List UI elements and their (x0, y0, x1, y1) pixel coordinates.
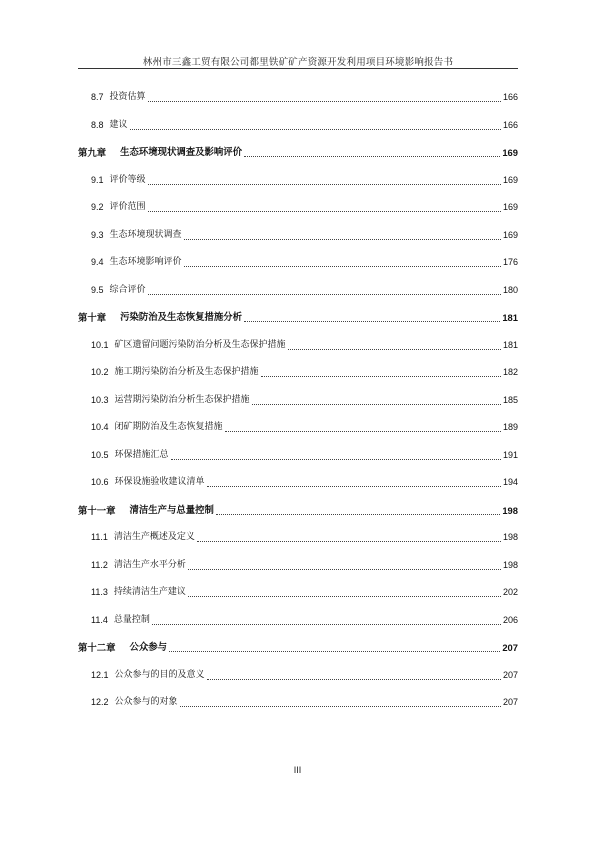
toc-entry-number: 8.7 (91, 92, 104, 102)
toc-entry-number: 12.1 (91, 669, 109, 680)
toc-entry-page: 166 (502, 119, 518, 130)
toc-dot-leader (197, 532, 501, 542)
toc-entry-title: 公众参与 (129, 642, 168, 653)
toc-entry-page: 191 (502, 449, 518, 460)
toc-entry-number: 10.5 (91, 449, 109, 460)
toc-section-entry[interactable] (78, 450, 518, 478)
toc-chapter-entry[interactable] (78, 505, 518, 533)
toc-entry-number: 9.5 (91, 284, 104, 295)
toc-entry-title: 评价等级 (109, 174, 146, 185)
toc-entry-page: 181 (502, 339, 518, 350)
toc-dot-leader (288, 340, 501, 350)
toc-entry-number: 11.3 (91, 587, 108, 597)
toc-entry-title: 运营期污染防治分析生态保护措施 (114, 394, 250, 405)
toc-entry-page: 169 (502, 174, 518, 185)
toc-entry-number: 9.3 (91, 229, 104, 240)
toc-dot-leader (148, 175, 501, 185)
toc-dot-leader (244, 147, 500, 157)
toc-section-entry[interactable] (78, 615, 518, 643)
toc-entry-title: 清洁生产水平分析 (113, 559, 186, 570)
toc-section-entry[interactable] (78, 202, 518, 230)
toc-section-entry[interactable] (78, 340, 518, 368)
toc-dot-leader (184, 230, 501, 240)
toc-entry-number: 11.2 (91, 559, 108, 570)
toc-section-entry[interactable] (78, 257, 518, 285)
toc-entry-number: 10.2 (91, 367, 109, 377)
toc-entry-title: 生态环境现状调查及影响评价 (120, 147, 243, 158)
toc-entry-title: 公众参与的对象 (114, 697, 178, 707)
toc-entry-title: 生态环境影响评价 (109, 257, 182, 267)
toc-entry-number: 第十二章 (78, 642, 116, 653)
toc-entry-number: 10.6 (91, 477, 109, 487)
toc-dot-leader (130, 120, 501, 130)
toc-dot-leader (148, 202, 501, 212)
toc-entry-page: 207 (502, 642, 518, 653)
toc-entry-number: 10.4 (91, 422, 109, 432)
toc-section-entry[interactable] (78, 175, 518, 203)
header-divider (78, 68, 518, 69)
toc-entry-title: 清洁生产概述及定义 (113, 532, 195, 542)
toc-entry-title: 环保设施验收建议清单 (114, 477, 205, 487)
toc-entry-page: 194 (502, 477, 518, 487)
toc-entry-page: 176 (502, 257, 518, 267)
toc-entry-number: 10.3 (91, 394, 109, 405)
toc-section-entry[interactable] (78, 230, 518, 258)
toc-entry-title: 评价范围 (109, 202, 146, 212)
toc-entry-title: 公众参与的目的及意义 (114, 669, 205, 680)
toc-section-entry[interactable] (78, 697, 518, 725)
toc-dot-leader (169, 642, 500, 652)
toc-entry-title: 综合评价 (109, 284, 146, 295)
toc-entry-number: 9.1 (91, 174, 104, 185)
toc-section-entry[interactable] (78, 92, 518, 120)
toc-entry-title: 污染防治及生态恢复措施分析 (120, 312, 243, 323)
toc-dot-leader (225, 422, 501, 432)
toc-entry-page: 182 (502, 367, 518, 377)
document-header: 林州市三鑫工贸有限公司都里铁矿矿产资源开发利用项目环境影响报告书 (142, 57, 454, 68)
toc-section-entry[interactable] (78, 422, 518, 450)
toc-entry-title: 投资估算 (109, 92, 146, 102)
toc-chapter-entry[interactable] (78, 147, 518, 175)
toc-dot-leader (171, 450, 501, 460)
toc-section-entry[interactable] (78, 395, 518, 423)
toc-dot-leader (261, 367, 501, 377)
toc-section-entry[interactable] (78, 120, 518, 148)
toc-section-entry[interactable] (78, 670, 518, 698)
toc-dot-leader (188, 587, 501, 597)
toc-dot-leader (207, 670, 501, 680)
toc-entry-page: 198 (502, 504, 518, 516)
toc-entry-page: 189 (502, 422, 518, 432)
toc-dot-leader (148, 92, 501, 102)
toc-entry-number: 9.2 (91, 202, 104, 212)
toc-section-entry[interactable] (78, 587, 518, 615)
toc-dot-leader (244, 312, 500, 322)
toc-entry-title: 持续清洁生产建议 (113, 587, 186, 597)
toc-entry-page: 169 (502, 202, 518, 212)
toc-entry-number: 第十章 (78, 312, 107, 323)
toc-entry-page: 198 (502, 559, 518, 570)
toc-entry-page: 166 (502, 92, 518, 102)
toc-entry-page: 185 (502, 394, 518, 405)
toc-chapter-entry[interactable] (78, 312, 518, 340)
toc-dot-leader (184, 257, 501, 267)
toc-section-entry[interactable] (78, 367, 518, 395)
toc-entry-page: 169 (502, 147, 518, 158)
toc-entry-title: 总量控制 (113, 614, 150, 625)
toc-entry-title: 建议 (109, 119, 128, 130)
toc-chapter-entry[interactable] (78, 642, 518, 670)
toc-entry-title: 环保措施汇总 (114, 449, 169, 460)
toc-entry-number: 第十一章 (78, 504, 116, 516)
toc-entry-number: 11.1 (91, 532, 108, 542)
toc-dot-leader (188, 560, 501, 570)
toc-entry-page: 206 (502, 614, 518, 625)
page-number: III (293, 765, 302, 775)
toc-entry-number: 8.8 (91, 119, 104, 130)
toc-section-entry[interactable] (78, 532, 518, 560)
toc-entry-number: 10.1 (91, 339, 109, 350)
toc-entry-title: 生态环境现状调查 (109, 229, 182, 240)
toc-entry-page: 181 (502, 312, 518, 323)
toc-entry-page: 207 (502, 697, 518, 707)
toc-section-entry[interactable] (78, 285, 518, 313)
toc-section-entry[interactable] (78, 477, 518, 505)
toc-entry-page: 202 (502, 587, 518, 597)
toc-entry-number: 11.4 (91, 614, 108, 625)
toc-entry-page: 198 (502, 532, 518, 542)
toc-entry-title: 闭矿期防治及生态恢复措施 (114, 422, 223, 432)
toc-dot-leader (216, 505, 500, 515)
toc-dot-leader (207, 477, 501, 487)
toc-dot-leader (252, 395, 501, 405)
toc-entry-number: 12.2 (91, 697, 109, 707)
toc-entry-title: 矿区遗留问题污染防治分析及生态保护措施 (114, 339, 286, 350)
toc-dot-leader (148, 285, 501, 295)
toc-entry-page: 207 (502, 669, 518, 680)
toc-entry-number: 第九章 (78, 147, 107, 158)
toc-dot-leader (152, 615, 501, 625)
toc-entry-page: 169 (502, 229, 518, 240)
toc-entry-title: 清洁生产与总量控制 (129, 504, 214, 516)
table-of-contents (78, 92, 518, 725)
toc-entry-page: 180 (502, 284, 518, 295)
toc-entry-number: 9.4 (91, 257, 104, 267)
toc-dot-leader (180, 697, 501, 707)
toc-section-entry[interactable] (78, 560, 518, 588)
toc-entry-title: 施工期污染防治分析及生态保护措施 (114, 367, 259, 377)
